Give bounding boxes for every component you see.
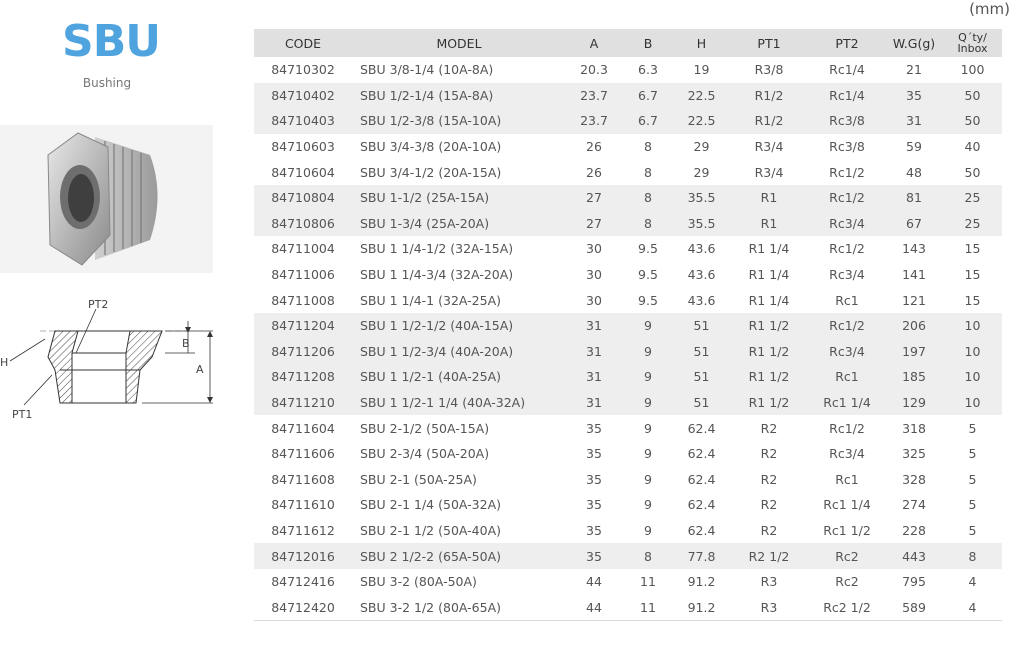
cell-model: SBU 1 1/2-1 (40A-25A) xyxy=(360,369,502,385)
cell-pt1: R2 xyxy=(760,522,778,538)
cell-b: 8 xyxy=(644,548,652,564)
cell-code: 84712416 xyxy=(271,574,335,590)
cell-qty: 40 xyxy=(964,139,981,155)
cell-pt1: R1 1/2 xyxy=(748,369,790,385)
cell-b: 8 xyxy=(644,190,652,206)
unit-label: (mm) xyxy=(969,0,1010,18)
cell-weight: 325 xyxy=(902,446,926,462)
cell-pt2: Rc3/4 xyxy=(829,215,865,231)
cell-a: 26 xyxy=(586,139,602,155)
cell-pt2: Rc1/2 xyxy=(829,318,865,334)
cell-weight: 206 xyxy=(902,318,926,334)
cell-qty: 10 xyxy=(964,369,981,385)
cell-h: 62.4 xyxy=(687,446,716,462)
cell-pt1: R3/4 xyxy=(754,139,784,155)
cell-pt2: Rc1 1/2 xyxy=(823,522,871,538)
table-row xyxy=(254,211,1002,237)
cell-pt1: R2 xyxy=(760,471,778,487)
cell-a: 44 xyxy=(566,594,622,620)
cell-code: 84710804 xyxy=(271,190,335,206)
cell-b: 8 xyxy=(644,139,652,155)
cell-a: 27 xyxy=(586,190,602,206)
cell-a: 30 xyxy=(586,292,602,308)
cell-h: 43.6 xyxy=(687,267,716,283)
cell-pt2: Rc1 xyxy=(835,292,859,308)
col-weight: W.G(g) xyxy=(892,35,936,51)
cell-weight: 589 xyxy=(885,594,943,620)
cell-h: 43.6 xyxy=(687,292,716,308)
table-row xyxy=(254,390,1002,416)
cell-a: 35 xyxy=(586,548,602,564)
cell-pt1: R1/2 xyxy=(754,87,784,103)
cell-code: 84711208 xyxy=(271,369,335,385)
cell-h: 35.5 xyxy=(687,190,716,206)
cell-model: SBU 1 1/2-1 1/4 (40A-32A) xyxy=(360,395,526,411)
cell-h: 51 xyxy=(693,343,710,359)
cell-a: 23.7 xyxy=(580,113,608,129)
cell-a: 44 xyxy=(586,574,602,590)
cell-model: SBU 2 1/2-2 (65A-50A) xyxy=(360,548,502,564)
cell-a: 35 xyxy=(586,420,602,436)
cell-b: 11 xyxy=(640,574,656,590)
table-row xyxy=(254,467,1002,493)
cell-weight: 67 xyxy=(906,215,922,231)
cell-b: 9.5 xyxy=(638,267,658,283)
col-h: H xyxy=(696,35,707,51)
cell-model: SBU 1-1/2 (25A-15A) xyxy=(360,190,490,206)
table-row xyxy=(254,594,1002,620)
cell-pt1: R3 xyxy=(760,574,778,590)
cell-code: 84710403 xyxy=(271,113,335,129)
cell-a: 35 xyxy=(586,446,602,462)
cell-weight: 121 xyxy=(902,292,926,308)
cell-pt1: R1 1/2 xyxy=(748,318,790,334)
cell-code: 84710302 xyxy=(271,62,335,78)
cell-b: 9 xyxy=(644,420,652,436)
cell-b: 9 xyxy=(644,497,652,513)
cell-a: 23.7 xyxy=(580,87,608,103)
cell-b: 6.7 xyxy=(638,87,658,103)
cell-pt1: R3/4 xyxy=(754,164,784,180)
cell-b: 9.5 xyxy=(638,241,658,257)
cell-code: 84710604 xyxy=(271,164,335,180)
cell-pt2: Rc1 xyxy=(835,471,859,487)
table-row xyxy=(254,57,1002,83)
table-row xyxy=(254,415,1002,441)
cell-weight: 59 xyxy=(906,139,922,155)
cell-pt1: R1 1/4 xyxy=(748,241,790,257)
col-qty: Q´ty/ Inbox xyxy=(957,31,988,55)
cell-qty: 4 xyxy=(968,574,977,590)
cell-model: SBU 1 1/4-1 (32A-25A) xyxy=(360,292,502,308)
cell-weight: 35 xyxy=(906,87,922,103)
col-pt1: PT1 xyxy=(757,35,781,51)
dimension-drawing xyxy=(0,295,213,425)
table-row xyxy=(254,108,1002,134)
cell-pt1: R3/8 xyxy=(754,62,784,78)
cell-a: 30 xyxy=(586,241,602,257)
cell-weight: 228 xyxy=(902,522,926,538)
cell-h: 22.5 xyxy=(687,113,716,129)
cell-code: 84711210 xyxy=(271,395,335,411)
cell-qty: 5 xyxy=(968,522,977,538)
col-model: MODEL xyxy=(436,35,482,51)
cell-qty: 4 xyxy=(943,594,1002,620)
cell-code: 84711008 xyxy=(271,292,335,308)
cell-weight: 795 xyxy=(902,574,926,590)
cell-b: 11 xyxy=(622,594,674,620)
cell-pt1: R1 1/4 xyxy=(748,267,790,283)
cell-weight: 318 xyxy=(902,420,926,436)
cell-code: 84710603 xyxy=(271,139,335,155)
cell-h: 62.4 xyxy=(687,522,716,538)
cell-h: 43.6 xyxy=(687,241,716,257)
cell-qty: 10 xyxy=(964,318,981,334)
cell-model: SBU 1/2-1/4 (15A-8A) xyxy=(360,87,494,103)
label-a: A xyxy=(196,363,204,376)
cell-qty: 25 xyxy=(964,190,981,206)
cell-code: 84711612 xyxy=(271,522,335,538)
cell-pt2: Rc3/4 xyxy=(829,446,865,462)
col-code: CODE xyxy=(284,35,322,51)
product-photo xyxy=(0,125,213,273)
col-a: A xyxy=(589,35,599,51)
cell-weight: 443 xyxy=(902,548,926,564)
cell-h: 51 xyxy=(693,369,710,385)
cell-pt2: Rc1/2 xyxy=(829,164,865,180)
spec-table xyxy=(254,29,1002,621)
cell-pt1: R2 xyxy=(760,420,778,436)
cell-pt2: Rc1/2 xyxy=(829,241,865,257)
cell-model: SBU 3/4-1/2 (20A-15A) xyxy=(360,164,502,180)
cell-a: 31 xyxy=(586,343,602,359)
cell-pt1: R2 xyxy=(760,497,778,513)
cell-model: SBU 2-1/2 (50A-15A) xyxy=(360,420,490,436)
table-row xyxy=(254,313,1002,339)
cell-h: 91.2 xyxy=(674,594,729,620)
cell-h: 77.8 xyxy=(687,548,716,564)
cell-a: 20.3 xyxy=(580,62,608,78)
table-row xyxy=(254,364,1002,390)
cell-model: SBU 2-1 1/4 (50A-32A) xyxy=(360,497,502,513)
cell-pt2: Rc3/4 xyxy=(829,343,865,359)
cell-model: SBU 3-2 1/2 (80A-65A) xyxy=(352,594,566,620)
cell-a: 30 xyxy=(586,267,602,283)
cell-b: 9 xyxy=(644,343,652,359)
cell-pt2: Rc1 xyxy=(835,369,859,385)
cell-h: 62.4 xyxy=(687,420,716,436)
cell-model: SBU 1-3/4 (25A-20A) xyxy=(360,215,490,231)
cell-h: 62.4 xyxy=(687,471,716,487)
cell-a: 35 xyxy=(586,522,602,538)
cell-code: 84710806 xyxy=(271,215,335,231)
cell-model: SBU 3/4-3/8 (20A-10A) xyxy=(360,139,502,155)
cell-h: 19 xyxy=(693,62,710,78)
cell-a: 26 xyxy=(586,164,602,180)
cell-pt2: Rc3/4 xyxy=(829,267,865,283)
cell-pt1: R1 xyxy=(760,215,778,231)
cell-qty: 5 xyxy=(968,446,977,462)
cell-pt1: R1/2 xyxy=(754,113,784,129)
cell-h: 29 xyxy=(693,164,710,180)
label-b: B xyxy=(182,337,190,350)
cell-code: 84712016 xyxy=(271,548,335,564)
label-pt2: PT2 xyxy=(88,298,109,311)
cell-model: SBU 1 1/2-3/4 (40A-20A) xyxy=(360,343,514,359)
table-row xyxy=(254,159,1002,185)
cell-h: 62.4 xyxy=(687,497,716,513)
cell-pt2: Rc2 xyxy=(835,574,859,590)
cell-qty: 5 xyxy=(968,497,977,513)
cell-code: 84711006 xyxy=(271,267,335,283)
cell-code: 84711608 xyxy=(271,471,335,487)
product-title: SBU xyxy=(62,16,160,67)
cell-qty: 50 xyxy=(964,164,981,180)
cell-a: 35 xyxy=(586,471,602,487)
cell-pt1: R1 xyxy=(760,190,778,206)
table-row xyxy=(254,569,1002,595)
cell-h: 29 xyxy=(693,139,710,155)
cell-weight: 185 xyxy=(902,369,926,385)
cell-model: SBU 2-1 1/2 (50A-40A) xyxy=(360,522,502,538)
cell-qty: 15 xyxy=(964,241,981,257)
cell-b: 9.5 xyxy=(638,292,658,308)
table-row xyxy=(254,185,1002,211)
table-row xyxy=(254,441,1002,467)
cell-b: 9 xyxy=(644,446,652,462)
cell-b: 9 xyxy=(644,369,652,385)
cell-pt1: R2 xyxy=(760,446,778,462)
cell-a: 31 xyxy=(586,395,602,411)
cell-weight: 141 xyxy=(902,267,926,283)
cell-pt2: Rc1 1/4 xyxy=(823,395,871,411)
cell-pt2: Rc2 1/2 xyxy=(809,594,885,620)
cell-a: 35 xyxy=(586,497,602,513)
table-row xyxy=(254,339,1002,365)
cell-model: SBU 1 1/4-3/4 (32A-20A) xyxy=(360,267,514,283)
cell-b: 8 xyxy=(644,164,652,180)
cell-model: SBU 1 1/4-1/2 (32A-15A) xyxy=(360,241,514,257)
cell-model: SBU 1/2-3/8 (15A-10A) xyxy=(360,113,502,129)
cell-code: 84711610 xyxy=(271,497,335,513)
cell-pt1: R3 xyxy=(729,594,809,620)
cell-model: SBU 1 1/2-1/2 (40A-15A) xyxy=(360,318,514,334)
cell-h: 51 xyxy=(693,395,710,411)
cell-qty: 50 xyxy=(964,87,981,103)
cell-model: SBU 3/8-1/4 (10A-8A) xyxy=(360,62,494,78)
cell-weight: 143 xyxy=(902,241,926,257)
cell-pt1: R1 1/4 xyxy=(748,292,790,308)
cell-model: SBU 3-2 (80A-50A) xyxy=(360,574,477,590)
cell-code: 84711606 xyxy=(271,446,335,462)
table-row xyxy=(254,236,1002,262)
cell-qty: 5 xyxy=(968,471,977,487)
table-row xyxy=(254,518,1002,544)
cell-code: 84710402 xyxy=(271,87,335,103)
cell-code: 84711204 xyxy=(271,318,335,334)
cell-pt2: Rc1/4 xyxy=(829,62,865,78)
cell-a: 31 xyxy=(586,369,602,385)
cell-pt2: Rc3/8 xyxy=(829,113,865,129)
col-pt2: PT2 xyxy=(835,35,859,51)
cell-pt1: R1 1/2 xyxy=(748,343,790,359)
cell-a: 31 xyxy=(586,318,602,334)
cell-weight: 274 xyxy=(902,497,926,513)
cell-b: 9 xyxy=(644,395,652,411)
cell-pt2: Rc2 xyxy=(835,548,859,564)
cell-qty: 15 xyxy=(964,267,981,283)
cell-pt2: Rc1 1/4 xyxy=(823,497,871,513)
cell-pt2: Rc3/8 xyxy=(829,139,865,155)
table-row xyxy=(254,492,1002,518)
cell-weight: 21 xyxy=(906,62,922,78)
cell-weight: 31 xyxy=(906,113,922,129)
cell-qty: 100 xyxy=(960,62,985,78)
cell-pt2: Rc1/2 xyxy=(829,420,865,436)
cell-qty: 8 xyxy=(968,548,977,564)
cell-qty: 50 xyxy=(964,113,981,129)
label-h: H xyxy=(0,356,9,369)
cell-pt1: R1 1/2 xyxy=(748,395,790,411)
cell-b: 9 xyxy=(644,471,652,487)
cell-weight: 81 xyxy=(906,190,922,206)
cell-h: 51 xyxy=(693,318,710,334)
cell-a: 27 xyxy=(586,215,602,231)
cell-weight: 197 xyxy=(902,343,926,359)
cell-weight: 48 xyxy=(906,164,922,180)
cell-b: 9 xyxy=(644,522,652,538)
cell-model: SBU 2-3/4 (50A-20A) xyxy=(360,446,490,462)
product-subtitle: Bushing xyxy=(82,76,132,90)
cell-pt2: Rc1/2 xyxy=(829,190,865,206)
table-row xyxy=(254,83,1002,109)
col-b: B xyxy=(643,35,653,51)
table-row xyxy=(254,287,1002,313)
cell-weight: 328 xyxy=(902,471,926,487)
cell-code: 84712420 xyxy=(254,594,352,620)
cell-b: 9 xyxy=(644,318,652,334)
cell-pt2: Rc1/4 xyxy=(829,87,865,103)
table-header-row xyxy=(254,29,1002,57)
cell-weight: 129 xyxy=(902,395,926,411)
cell-qty: 10 xyxy=(964,395,981,411)
cell-b: 8 xyxy=(644,215,652,231)
cell-h: 35.5 xyxy=(687,215,716,231)
cell-b: 6.7 xyxy=(638,113,658,129)
cell-code: 84711004 xyxy=(271,241,335,257)
cell-b: 6.3 xyxy=(638,62,658,78)
cell-h: 22.5 xyxy=(687,87,716,103)
cell-code: 84711604 xyxy=(271,420,335,436)
cell-qty: 5 xyxy=(968,420,977,436)
cell-model: SBU 2-1 (50A-25A) xyxy=(360,471,477,487)
table-row xyxy=(254,262,1002,288)
cell-qty: 15 xyxy=(964,292,981,308)
cell-code: 84711206 xyxy=(271,343,335,359)
label-pt1: PT1 xyxy=(12,408,33,421)
cell-qty: 10 xyxy=(964,343,981,359)
cell-h: 91.2 xyxy=(687,574,716,590)
table-row xyxy=(254,543,1002,569)
cell-qty: 25 xyxy=(964,215,981,231)
table-row xyxy=(254,134,1002,160)
cell-pt1: R2 1/2 xyxy=(748,548,790,564)
